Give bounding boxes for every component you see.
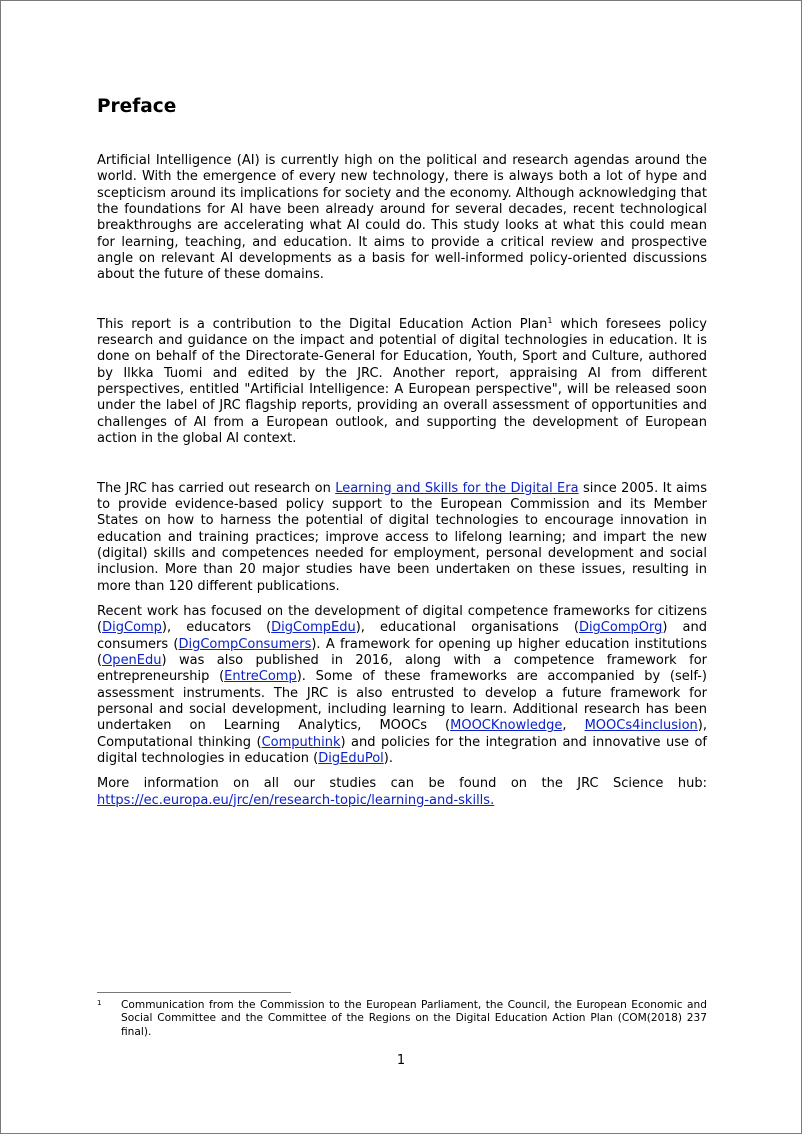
- footnote-text: Communication from the Commission to the European Parliament, the Council, the European Economic and Social Committee and the Committee of the Regions on the Digital Education Action Plan (COM(2018) 237 final).: [121, 999, 707, 1038]
- footnote-separator: [97, 992, 291, 993]
- paragraph-text: ) and policies for the integration and innovative use of digital technologies in education (: [97, 734, 707, 766]
- link-moocknowledge[interactable]: MOOCKnowledge: [450, 718, 563, 734]
- link-learning-skills-digital-era[interactable]: Learning and Skills for the Digital Era: [335, 480, 579, 496]
- footnote-number: 1: [97, 999, 102, 1007]
- link-computhink[interactable]: Computhink: [261, 734, 341, 750]
- paragraph-intro: Artificial Intelligence (AI) is currently high on the political and research agendas around the world. With the emergence of every new technology, there is always both a lot of hype and scepticism around its implications for society and the economy. Although acknowledging that the foundations for AI have been already around for several decades, recent technological breakthroughs are accelerating what AI could do. This study looks at what this could mean for learning, teaching, and education. It aims to provide a critical review and prospective angle on relevant AI developments as a basis for well-informed policy-oriented discussions about the future of these domains.: [97, 153, 707, 283]
- link-openedu[interactable]: OpenEdu: [102, 652, 162, 668]
- page-number: 1: [396, 1053, 406, 1068]
- paragraph-text: since 2005. It aims to provide evidence-based policy support to the European Commission and its Member States on how to harness the potential of digital technologies to encourage innovation in education and training practices; improve access to lifelong learning; and impart the new (digital) skills and competences needed for employment, personal development and social inclusion. More than 20 major studies have been undertaken on these issues, resulting in more than 120 different publications.: [97, 480, 707, 594]
- page-content: [97, 95, 707, 809]
- link-moocs4inclusion[interactable]: MOOCs4inclusion: [584, 718, 698, 734]
- paragraph-text: The JRC has carried out research on: [97, 480, 336, 496]
- paragraph-text: ,: [562, 718, 585, 734]
- link-digcomp[interactable]: DigComp: [102, 620, 162, 636]
- paragraph-text: ) and consumers (: [97, 620, 707, 652]
- link-digcompedu[interactable]: DigCompEdu: [271, 620, 356, 636]
- paragraph-recent-work: [97, 604, 707, 767]
- footnote-reference[interactable]: 1: [547, 315, 553, 325]
- link-jrc-science-hub[interactable]: https://ec.europa.eu/jrc/en/research-topic/learning-and-skills.: [97, 792, 495, 808]
- footnote: [97, 999, 707, 1039]
- page-title: Preface: [97, 96, 177, 117]
- paragraph-text: This report is a contribution to the Digital Education Action Plan: [97, 316, 548, 332]
- paragraph-text: which foresees policy research and guidance on the impact and potential of digital technologies in education. It is done on behalf of the Directorate-General for Education, Youth, Sport and Culture, authored by Ilkka Tuomi and edited by the JRC. Another report, appraising AI from different perspectives, entitled "Artificial Intelligence: A European perspective", will be released soon under the label of JRC flagship reports, providing an overall assessment of opportunities and challenges of AI from a European outlook, and supporting the development of European action in the global AI context.: [97, 316, 707, 447]
- link-digedupol[interactable]: DigEduPol: [318, 751, 384, 766]
- paragraph-text: Recent work has focused on the development of digital competence frameworks for citizens (: [97, 603, 707, 636]
- paragraph-more-information: [97, 776, 707, 809]
- paragraph-report-contribution: [97, 317, 707, 448]
- paragraph-text: ). A framework for opening up higher education institutions (: [97, 636, 707, 668]
- link-digcomporg[interactable]: DigCompOrg: [578, 620, 663, 636]
- paragraph-text: ), Computational thinking (: [97, 718, 708, 750]
- paragraph-text: ), educators (: [161, 620, 272, 636]
- paragraph-text: ). Some of these frameworks are accompanied by (self-) assessment instruments. The JRC is also entrusted to develop a future framework for personal and social development, including learning to learn. Additional research has been undertaken on Learning Analytics, MOOCs (: [97, 669, 708, 734]
- link-entrecomp[interactable]: EntreComp: [224, 669, 297, 685]
- link-digcompconsumers[interactable]: DigCompConsumers: [178, 636, 312, 652]
- paragraph-jrc-research: [97, 481, 707, 595]
- paragraph-text: ) was also published in 2016, along with a competence framework for entrepreneurship (: [97, 652, 707, 685]
- paragraph-text: ), educational organisations (: [355, 620, 579, 636]
- paragraph-text: More information on all our studies can be found on the JRC Science hub:: [97, 776, 707, 792]
- paragraph-text: ).: [383, 751, 393, 766]
